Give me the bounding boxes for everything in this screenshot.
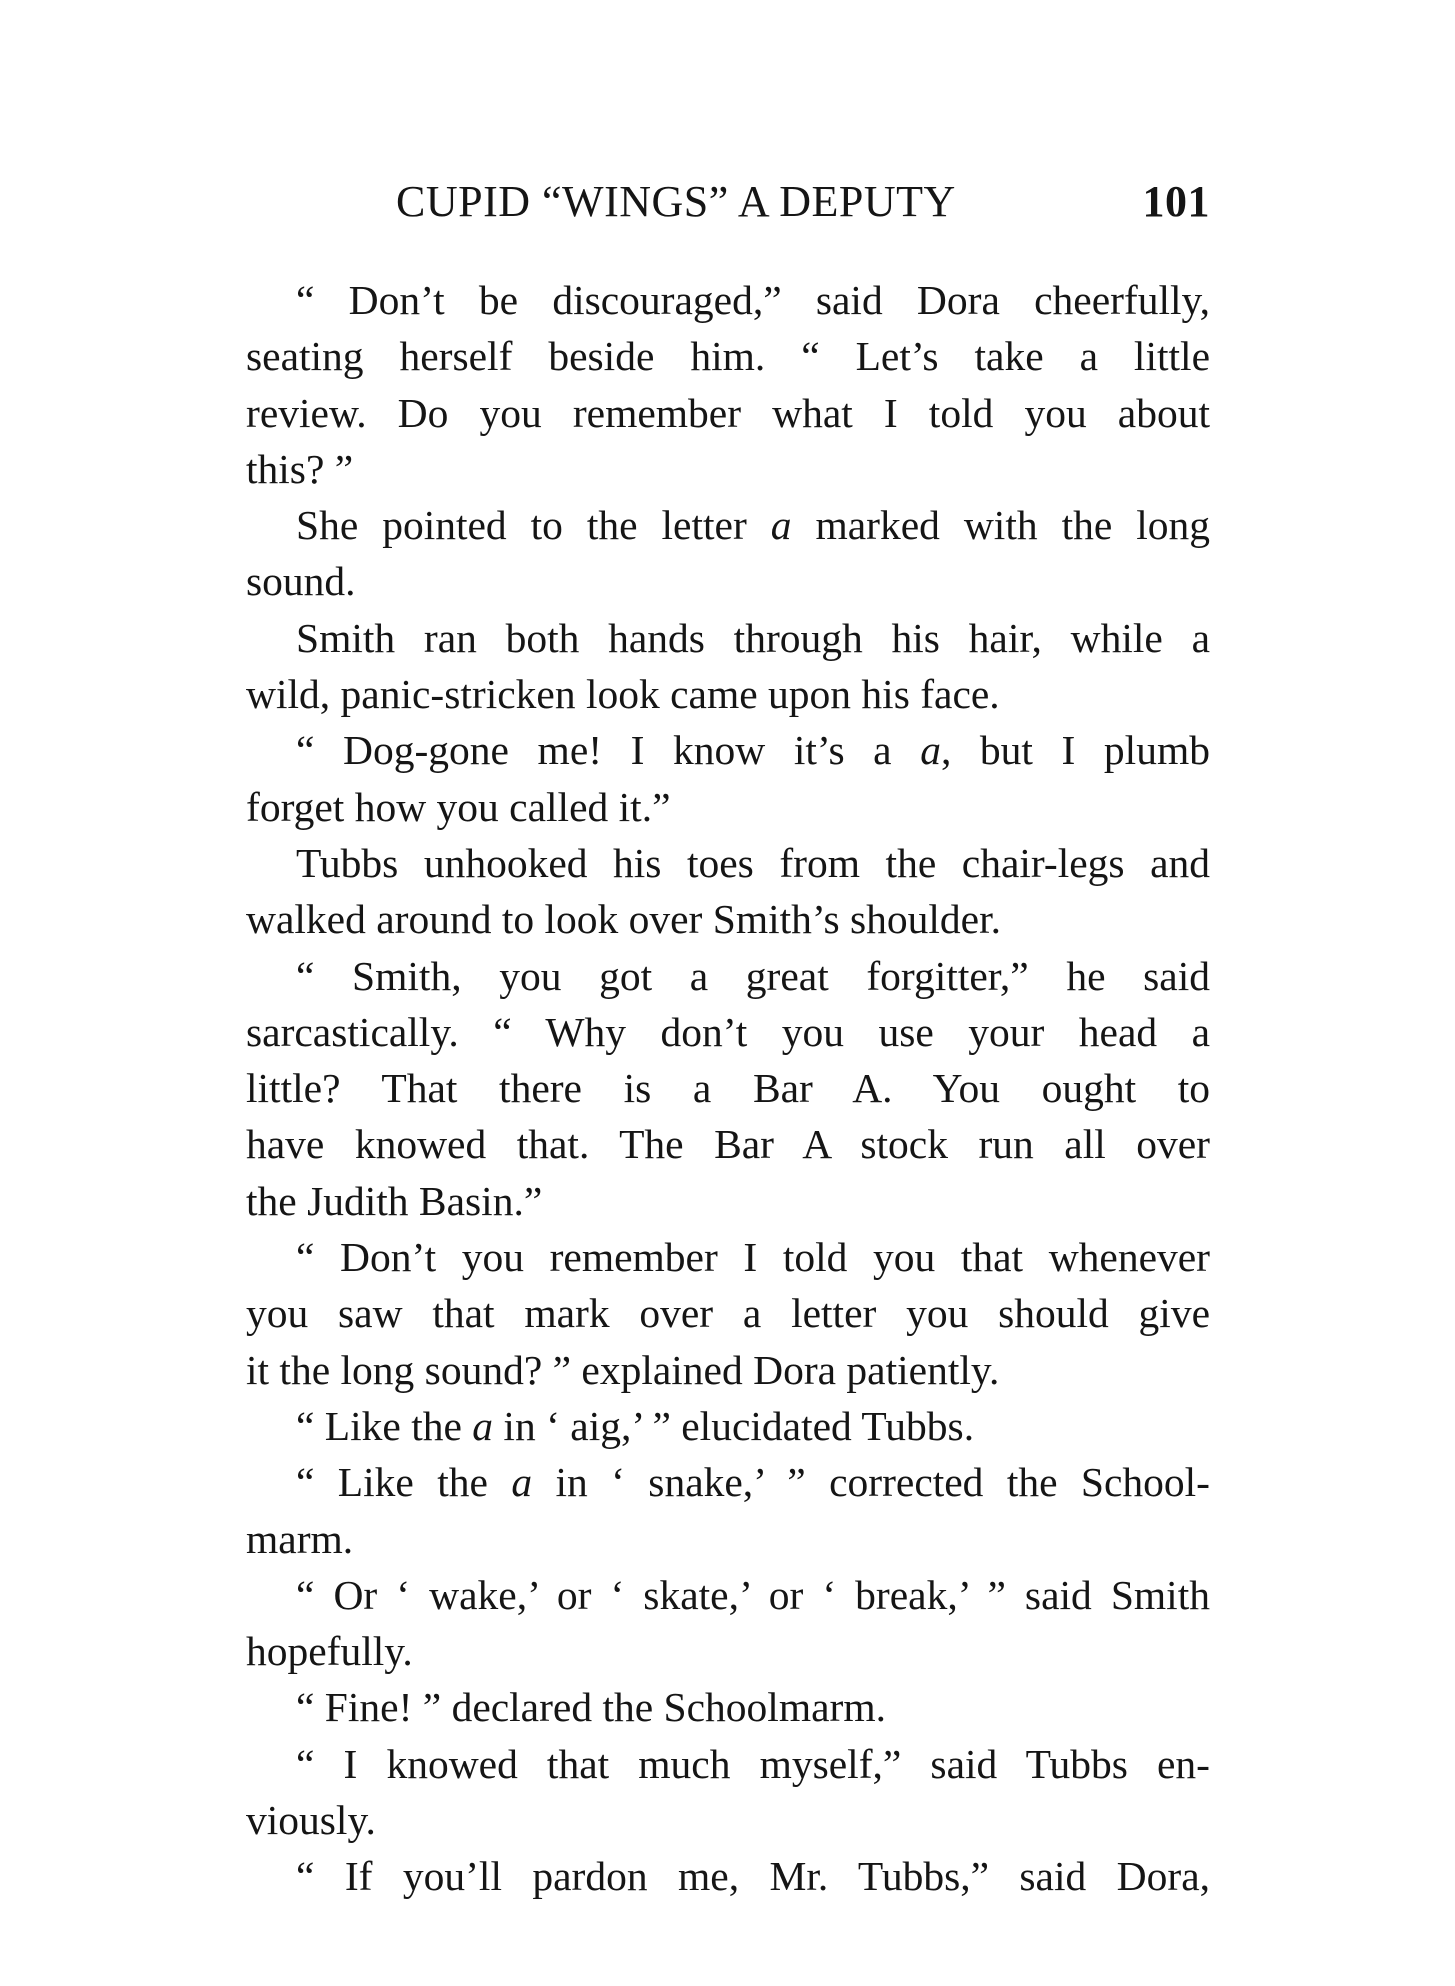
line-text: the Judith Basin.” bbox=[246, 1177, 543, 1224]
line-text: marm. bbox=[246, 1515, 354, 1562]
line-text: sarcastically. “ Why don’t you use your head a bbox=[246, 1008, 1210, 1055]
text-line bbox=[246, 1342, 1210, 1398]
line-text: wild, panic-stricken look came upon his face. bbox=[246, 671, 1000, 718]
text-line bbox=[246, 1792, 1210, 1848]
text-line bbox=[246, 272, 1210, 328]
line-text: “ Like the bbox=[296, 1402, 473, 1449]
line-text: marked with the long bbox=[791, 502, 1210, 549]
text-line bbox=[246, 553, 1210, 609]
text-line bbox=[246, 1173, 1210, 1229]
text-line bbox=[246, 1004, 1210, 1060]
line-text: forget how you called it.” bbox=[246, 783, 671, 830]
line-text: this? ” bbox=[246, 445, 354, 492]
line-text: “ Like the bbox=[296, 1459, 512, 1506]
line-text: in ‘ snake,’ ” corrected the School- bbox=[532, 1459, 1210, 1506]
running-head bbox=[246, 176, 1210, 236]
line-text: “ Don’t you remember I told you that whenever bbox=[296, 1234, 1210, 1281]
text-line bbox=[246, 891, 1210, 947]
line-text: “ Or ‘ wake,’ or ‘ skate,’ or ‘ break,’ ” said Smith bbox=[296, 1571, 1210, 1618]
text-line bbox=[246, 1623, 1210, 1679]
text-line bbox=[246, 1060, 1210, 1116]
line-text: it the long sound? ” explained Dora patiently. bbox=[246, 1346, 1000, 1393]
line-text: “ Smith, you got a great forgitter,” he said bbox=[296, 952, 1210, 999]
line-text: “ I knowed that much myself,” said Tubbs en- bbox=[296, 1740, 1210, 1787]
line-text: viously. bbox=[246, 1797, 376, 1844]
text-line bbox=[246, 441, 1210, 497]
line-text: , but I plumb bbox=[940, 727, 1210, 774]
line-text: “ Fine! ” declared the Schoolmarm. bbox=[296, 1684, 886, 1731]
line-text: “ If you’ll pardon me, Mr. Tubbs,” said Dora, bbox=[296, 1853, 1210, 1900]
line-text: in ‘ aig,’ ” elucidated Tubbs. bbox=[493, 1402, 975, 1449]
body-text bbox=[246, 272, 1210, 1905]
text-line bbox=[246, 1229, 1210, 1285]
line-text: “ Don’t be discouraged,” said Dora cheerfully, bbox=[296, 277, 1210, 323]
line-text: have knowed that. The Bar A stock run all over bbox=[246, 1121, 1210, 1168]
text-line bbox=[246, 1679, 1210, 1735]
text-line bbox=[246, 948, 1210, 1004]
line-text: you saw that mark over a letter you should give bbox=[246, 1290, 1210, 1337]
text-line bbox=[246, 1398, 1210, 1454]
text-line bbox=[246, 835, 1210, 891]
text-line bbox=[246, 779, 1210, 835]
italic-letter: a bbox=[472, 1402, 494, 1449]
text-line bbox=[246, 1736, 1210, 1792]
line-text: sound. bbox=[246, 558, 356, 605]
running-title: CUPID “WINGS” A DEPUTY bbox=[396, 177, 956, 226]
line-text: little? That there is a Bar A. You ought to bbox=[246, 1065, 1210, 1112]
book-page bbox=[246, 0, 1210, 1986]
text-line bbox=[246, 1848, 1210, 1904]
text-line bbox=[246, 1511, 1210, 1567]
line-text: Tubbs unhooked his toes from the chair-legs and bbox=[296, 839, 1210, 886]
text-line bbox=[246, 328, 1210, 384]
italic-letter: a bbox=[920, 727, 941, 774]
page-number: 101 bbox=[1142, 177, 1210, 226]
line-text: seating herself beside him. “ Let’s take a little bbox=[246, 333, 1210, 380]
italic-letter: a bbox=[511, 1459, 533, 1506]
italic-letter: a bbox=[770, 502, 792, 549]
text-line bbox=[246, 1567, 1210, 1623]
text-line bbox=[246, 610, 1210, 666]
line-text: “ Dog-gone me! I know it’s a bbox=[296, 727, 921, 774]
line-text: hopefully. bbox=[246, 1628, 413, 1675]
text-line bbox=[246, 666, 1210, 722]
text-line bbox=[246, 1116, 1210, 1172]
line-text: walked around to look over Smith’s shoulder. bbox=[246, 896, 1001, 943]
text-line bbox=[246, 497, 1210, 553]
line-text: Smith ran both hands through his hair, while a bbox=[296, 614, 1210, 661]
line-text: She pointed to the letter bbox=[296, 502, 771, 549]
text-line bbox=[246, 1454, 1210, 1510]
text-line bbox=[246, 385, 1210, 441]
line-text: review. Do you remember what I told you about bbox=[246, 389, 1210, 436]
text-line bbox=[246, 1285, 1210, 1341]
text-line bbox=[246, 722, 1210, 778]
